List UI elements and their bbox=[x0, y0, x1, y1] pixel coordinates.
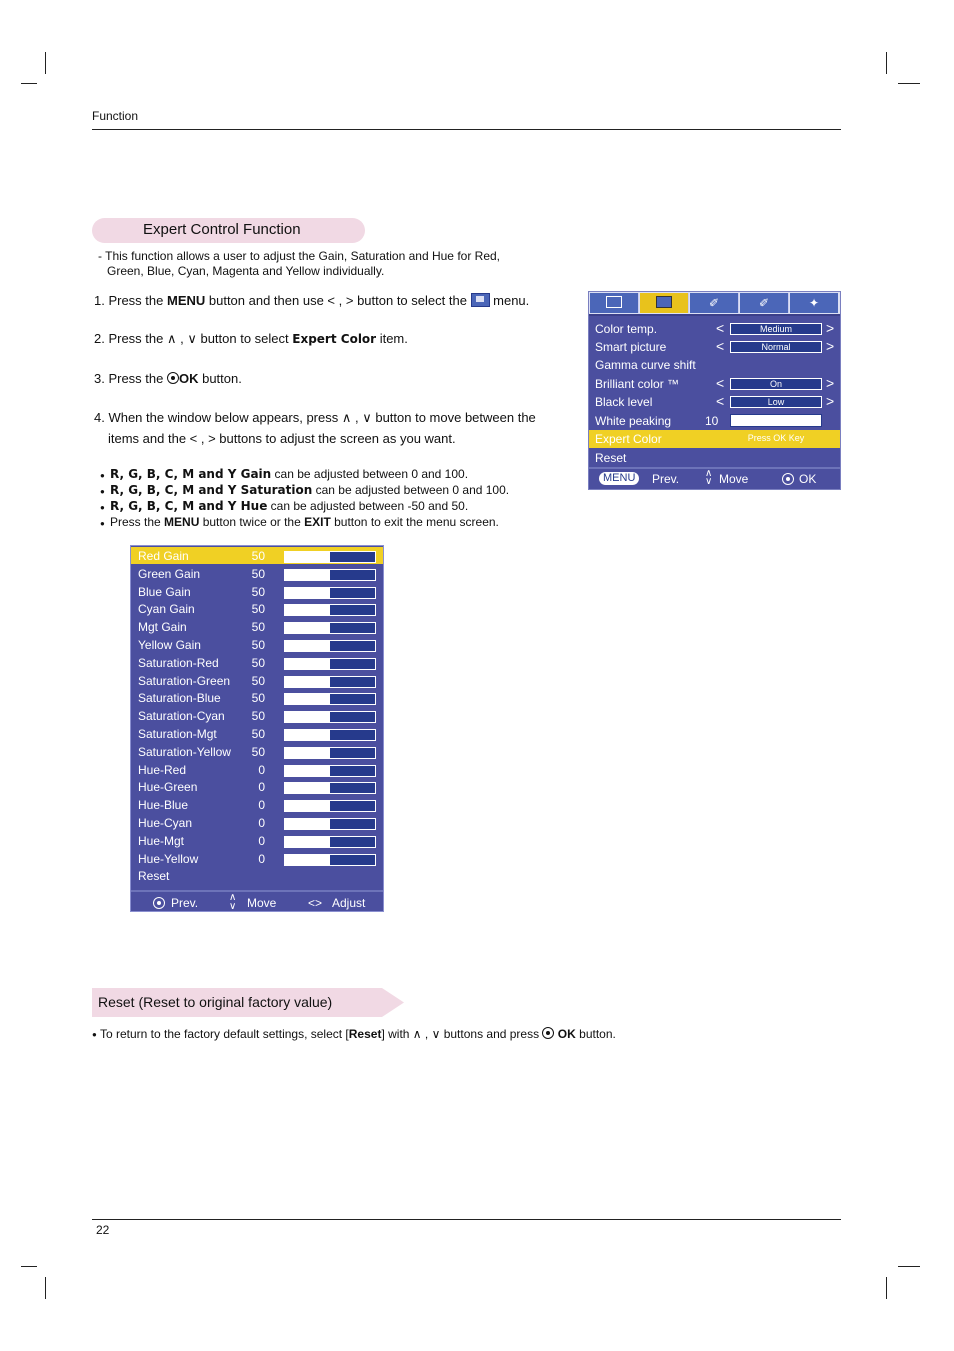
slider-fill bbox=[285, 605, 330, 615]
right-arrow-icon[interactable]: > bbox=[826, 375, 835, 391]
expert-color-item[interactable] bbox=[131, 743, 383, 760]
value-slider[interactable] bbox=[284, 782, 376, 794]
menu-item-value: Medium bbox=[730, 323, 822, 335]
value-slider[interactable] bbox=[284, 551, 376, 563]
intro-line: - This function allows a user to adjust the Gain, Saturation and Hue for Red, bbox=[98, 249, 500, 263]
slider-fill bbox=[285, 659, 330, 669]
slider-fill bbox=[285, 837, 330, 847]
expert-color-item[interactable] bbox=[131, 761, 383, 778]
expert-color-item[interactable] bbox=[131, 654, 383, 671]
ok-icon bbox=[153, 897, 165, 909]
slider-fill bbox=[285, 783, 330, 793]
menu-item[interactable] bbox=[589, 449, 840, 467]
expert-color-panel bbox=[130, 545, 384, 912]
item-label: Hue-Yellow bbox=[138, 851, 199, 866]
expert-color-item[interactable] bbox=[131, 850, 383, 867]
item-value: 50 bbox=[251, 584, 265, 599]
item-label: Saturation-Cyan bbox=[138, 709, 225, 724]
menu-item-value: 10 bbox=[705, 414, 719, 428]
menu-item-hint: Press OK Key bbox=[747, 433, 805, 443]
value-slider[interactable] bbox=[284, 640, 376, 652]
tab-picture[interactable] bbox=[640, 293, 689, 313]
reset-title: Reset (Reset to original factory value) bbox=[98, 994, 333, 1010]
right-arrow-icon[interactable]: > bbox=[826, 393, 835, 409]
item-label: Mgt Gain bbox=[138, 620, 187, 635]
item-label: Hue-Green bbox=[138, 780, 198, 795]
step-4: 4. When the window below appears, press ∧ , ∨ button to move between the items and the < , > buttons to adjust the screen as you want. bbox=[94, 410, 536, 446]
slider-fill bbox=[285, 570, 330, 580]
menu-item[interactable] bbox=[589, 320, 840, 338]
intro-line: Green, Blue, Cyan, Magenta and Yellow individually. bbox=[107, 264, 385, 278]
item-value: 0 bbox=[258, 851, 265, 866]
slider-fill bbox=[285, 855, 330, 865]
reset-title-banner bbox=[92, 988, 404, 1017]
white-peaking-bar[interactable] bbox=[730, 414, 822, 427]
expert-color-item[interactable] bbox=[131, 583, 383, 600]
tools-icon: ✐ bbox=[758, 296, 770, 310]
item-label: Blue Gain bbox=[138, 584, 191, 599]
menu-item[interactable] bbox=[589, 412, 840, 430]
footer-ok-label: OK bbox=[799, 472, 817, 486]
item-label: Saturation-Mgt bbox=[138, 727, 217, 741]
ok-icon bbox=[782, 473, 794, 485]
menu-item-value: Low bbox=[730, 396, 822, 408]
screen-icon bbox=[606, 296, 622, 308]
expert-color-item[interactable] bbox=[131, 689, 383, 706]
note-item: ● R, G, B, C, M and Y Hue can be adjusted between -50 and 50. bbox=[110, 498, 509, 514]
menu-item-label: Gamma curve shift bbox=[595, 358, 696, 372]
slider-fill bbox=[285, 641, 330, 651]
item-label: Hue-Red bbox=[138, 762, 187, 777]
picture-icon bbox=[656, 296, 672, 308]
slider-fill bbox=[285, 677, 330, 687]
menu-item-label: Brilliant color ™ bbox=[595, 377, 680, 391]
menu-item-label: Black level bbox=[595, 395, 653, 409]
wrench-icon: ✐ bbox=[708, 296, 720, 310]
intro-text bbox=[98, 249, 568, 279]
menu-item[interactable] bbox=[589, 375, 840, 393]
footer-adjust-label: Adjust bbox=[332, 896, 366, 910]
expert-color-item[interactable] bbox=[131, 565, 383, 582]
expert-color-item[interactable] bbox=[131, 778, 383, 795]
menu-item[interactable] bbox=[589, 430, 840, 448]
crop-mark bbox=[898, 1266, 920, 1267]
value-slider[interactable] bbox=[284, 836, 376, 848]
value-slider[interactable] bbox=[284, 711, 376, 723]
item-label: Hue-Cyan bbox=[138, 816, 193, 830]
slider-fill bbox=[285, 748, 330, 758]
menu-tabs bbox=[589, 292, 840, 316]
expert-footer bbox=[131, 890, 383, 913]
value-slider[interactable] bbox=[284, 729, 376, 741]
item-label: Saturation-Blue bbox=[138, 691, 221, 706]
crop-mark bbox=[898, 83, 920, 84]
crop-mark bbox=[21, 83, 37, 84]
section-title: Expert Control Function bbox=[143, 221, 301, 238]
running-header: Function bbox=[92, 109, 139, 123]
note-item: ● R, G, B, C, M and Y Saturation can be adjusted between 0 and 100. bbox=[110, 482, 509, 498]
menu-item-label: White peaking bbox=[595, 414, 672, 428]
item-label: Saturation-Red bbox=[138, 655, 219, 670]
slider-fill bbox=[285, 623, 330, 633]
expert-color-item[interactable] bbox=[131, 707, 383, 724]
menu-item-label: Reset bbox=[595, 451, 627, 465]
footer-prev-label: Prev. bbox=[171, 896, 199, 910]
left-right-icon: <> bbox=[308, 896, 323, 910]
expert-color-item[interactable] bbox=[131, 867, 383, 884]
item-value: 50 bbox=[251, 638, 265, 652]
item-label: Hue-Blue bbox=[138, 798, 189, 813]
menu-item[interactable] bbox=[589, 356, 840, 374]
item-value: 50 bbox=[251, 566, 265, 581]
slider-fill bbox=[285, 730, 330, 740]
page-number: 22 bbox=[96, 1223, 110, 1237]
expert-color-item[interactable] bbox=[131, 547, 383, 564]
value-slider[interactable] bbox=[284, 622, 376, 634]
crop-mark bbox=[45, 52, 46, 74]
crop-mark bbox=[886, 1277, 887, 1299]
item-label: Red Gain bbox=[138, 549, 189, 563]
item-label: Hue-Mgt bbox=[138, 833, 185, 848]
value-slider[interactable] bbox=[284, 818, 376, 830]
item-label: Reset bbox=[138, 869, 170, 884]
item-value: 50 bbox=[251, 655, 265, 670]
footer-move-label: Move bbox=[719, 472, 749, 486]
step-3: 3. Press the OK button. bbox=[94, 371, 242, 386]
menu-item-label: Smart picture bbox=[595, 340, 667, 354]
item-label: Green Gain bbox=[138, 566, 201, 581]
menu-button-icon: MENU bbox=[599, 472, 639, 485]
item-value: 50 bbox=[251, 673, 265, 688]
item-label: Yellow Gain bbox=[138, 638, 201, 652]
section-title-pill bbox=[92, 218, 365, 243]
up-down-icon: ∧ ∨ bbox=[229, 892, 237, 912]
expert-color-item[interactable] bbox=[131, 600, 383, 617]
slider-fill bbox=[285, 588, 330, 598]
reset-instructions: ● To return to the factory default settings, select [Reset] with ∧ , ∨ buttons and press OK button. bbox=[92, 1027, 616, 1041]
expert-color-item[interactable] bbox=[131, 796, 383, 813]
sparkle-icon: ✦ bbox=[808, 296, 820, 310]
ok-icon bbox=[167, 372, 179, 384]
menu-footer bbox=[589, 469, 840, 489]
item-value: 50 bbox=[251, 709, 265, 724]
slider-fill bbox=[285, 712, 330, 722]
left-arrow-icon[interactable]: < bbox=[716, 338, 725, 354]
left-arrow-icon[interactable]: < bbox=[716, 393, 725, 409]
menu-item-label: Color temp. bbox=[595, 322, 658, 336]
expert-color-item[interactable] bbox=[131, 672, 383, 689]
value-slider[interactable] bbox=[284, 765, 376, 777]
item-label: Saturation-Green bbox=[138, 673, 231, 688]
notes-list bbox=[110, 466, 509, 530]
menu-item-value: On bbox=[730, 378, 822, 390]
note-item: ● Press the MENU button twice or the EXIT button to exit the menu screen. bbox=[110, 514, 509, 530]
expert-color-item[interactable] bbox=[131, 814, 383, 831]
expert-color-item[interactable] bbox=[131, 636, 383, 653]
value-slider[interactable] bbox=[284, 676, 376, 688]
picture-menu-icon bbox=[471, 293, 490, 307]
item-value: 50 bbox=[251, 727, 265, 741]
ok-icon bbox=[542, 1027, 554, 1039]
tab-screen[interactable] bbox=[590, 293, 639, 313]
expert-color-item[interactable] bbox=[131, 618, 383, 635]
right-arrow-icon[interactable]: > bbox=[826, 338, 835, 354]
value-slider[interactable] bbox=[284, 854, 376, 866]
tab-setup[interactable] bbox=[790, 293, 838, 313]
tab-option[interactable] bbox=[740, 293, 789, 313]
item-value: 50 bbox=[251, 744, 265, 759]
header-rule bbox=[92, 129, 841, 130]
tab-audio[interactable] bbox=[690, 293, 739, 313]
slider-fill bbox=[285, 819, 330, 829]
item-label: Cyan Gain bbox=[138, 602, 195, 617]
step-1: 1. Press the MENU button and then use < , > button to select the menu. bbox=[94, 293, 530, 308]
item-value: 0 bbox=[258, 780, 265, 795]
value-slider[interactable] bbox=[284, 604, 376, 616]
footer-rule bbox=[92, 1219, 841, 1220]
item-value: 0 bbox=[258, 762, 265, 777]
value-slider[interactable] bbox=[284, 569, 376, 581]
menu-item[interactable] bbox=[589, 393, 840, 411]
slider-fill bbox=[285, 801, 330, 811]
crop-mark bbox=[886, 52, 887, 74]
value-slider[interactable] bbox=[284, 587, 376, 599]
crop-mark bbox=[21, 1266, 37, 1267]
value-slider[interactable] bbox=[284, 800, 376, 812]
note-item: ● R, G, B, C, M and Y Gain can be adjusted between 0 and 100. bbox=[110, 466, 509, 482]
value-slider[interactable] bbox=[284, 693, 376, 705]
slider-fill bbox=[285, 552, 330, 562]
expert-color-item[interactable] bbox=[131, 725, 383, 742]
left-arrow-icon[interactable]: < bbox=[716, 375, 725, 391]
crop-mark bbox=[45, 1277, 46, 1299]
slider-fill bbox=[285, 766, 330, 776]
right-arrow-icon[interactable]: > bbox=[826, 320, 835, 336]
item-value: 0 bbox=[258, 833, 265, 848]
menu-item[interactable] bbox=[589, 338, 840, 356]
footer-prev-label: Prev. bbox=[652, 472, 680, 486]
footer-move-label: Move bbox=[247, 896, 277, 910]
item-value: 50 bbox=[251, 691, 265, 706]
item-value: 50 bbox=[251, 549, 265, 563]
expert-color-item[interactable] bbox=[131, 832, 383, 849]
item-value: 0 bbox=[258, 816, 265, 830]
value-slider[interactable] bbox=[284, 658, 376, 670]
item-value: 0 bbox=[258, 798, 265, 813]
item-value: 50 bbox=[251, 620, 265, 635]
value-slider[interactable] bbox=[284, 747, 376, 759]
left-arrow-icon[interactable]: < bbox=[716, 320, 725, 336]
item-label: Saturation-Yellow bbox=[138, 744, 231, 759]
step-2: 2. Press the ∧ , ∨ button to select Expert Color item. bbox=[94, 331, 408, 346]
item-value: 50 bbox=[251, 602, 265, 617]
menu-item-label: Expert Color bbox=[595, 432, 662, 446]
up-down-icon: ∧ ∨ bbox=[705, 468, 713, 487]
menu-item-value: Normal bbox=[730, 341, 822, 353]
slider-fill bbox=[285, 694, 330, 704]
picture-menu-panel bbox=[588, 291, 841, 490]
